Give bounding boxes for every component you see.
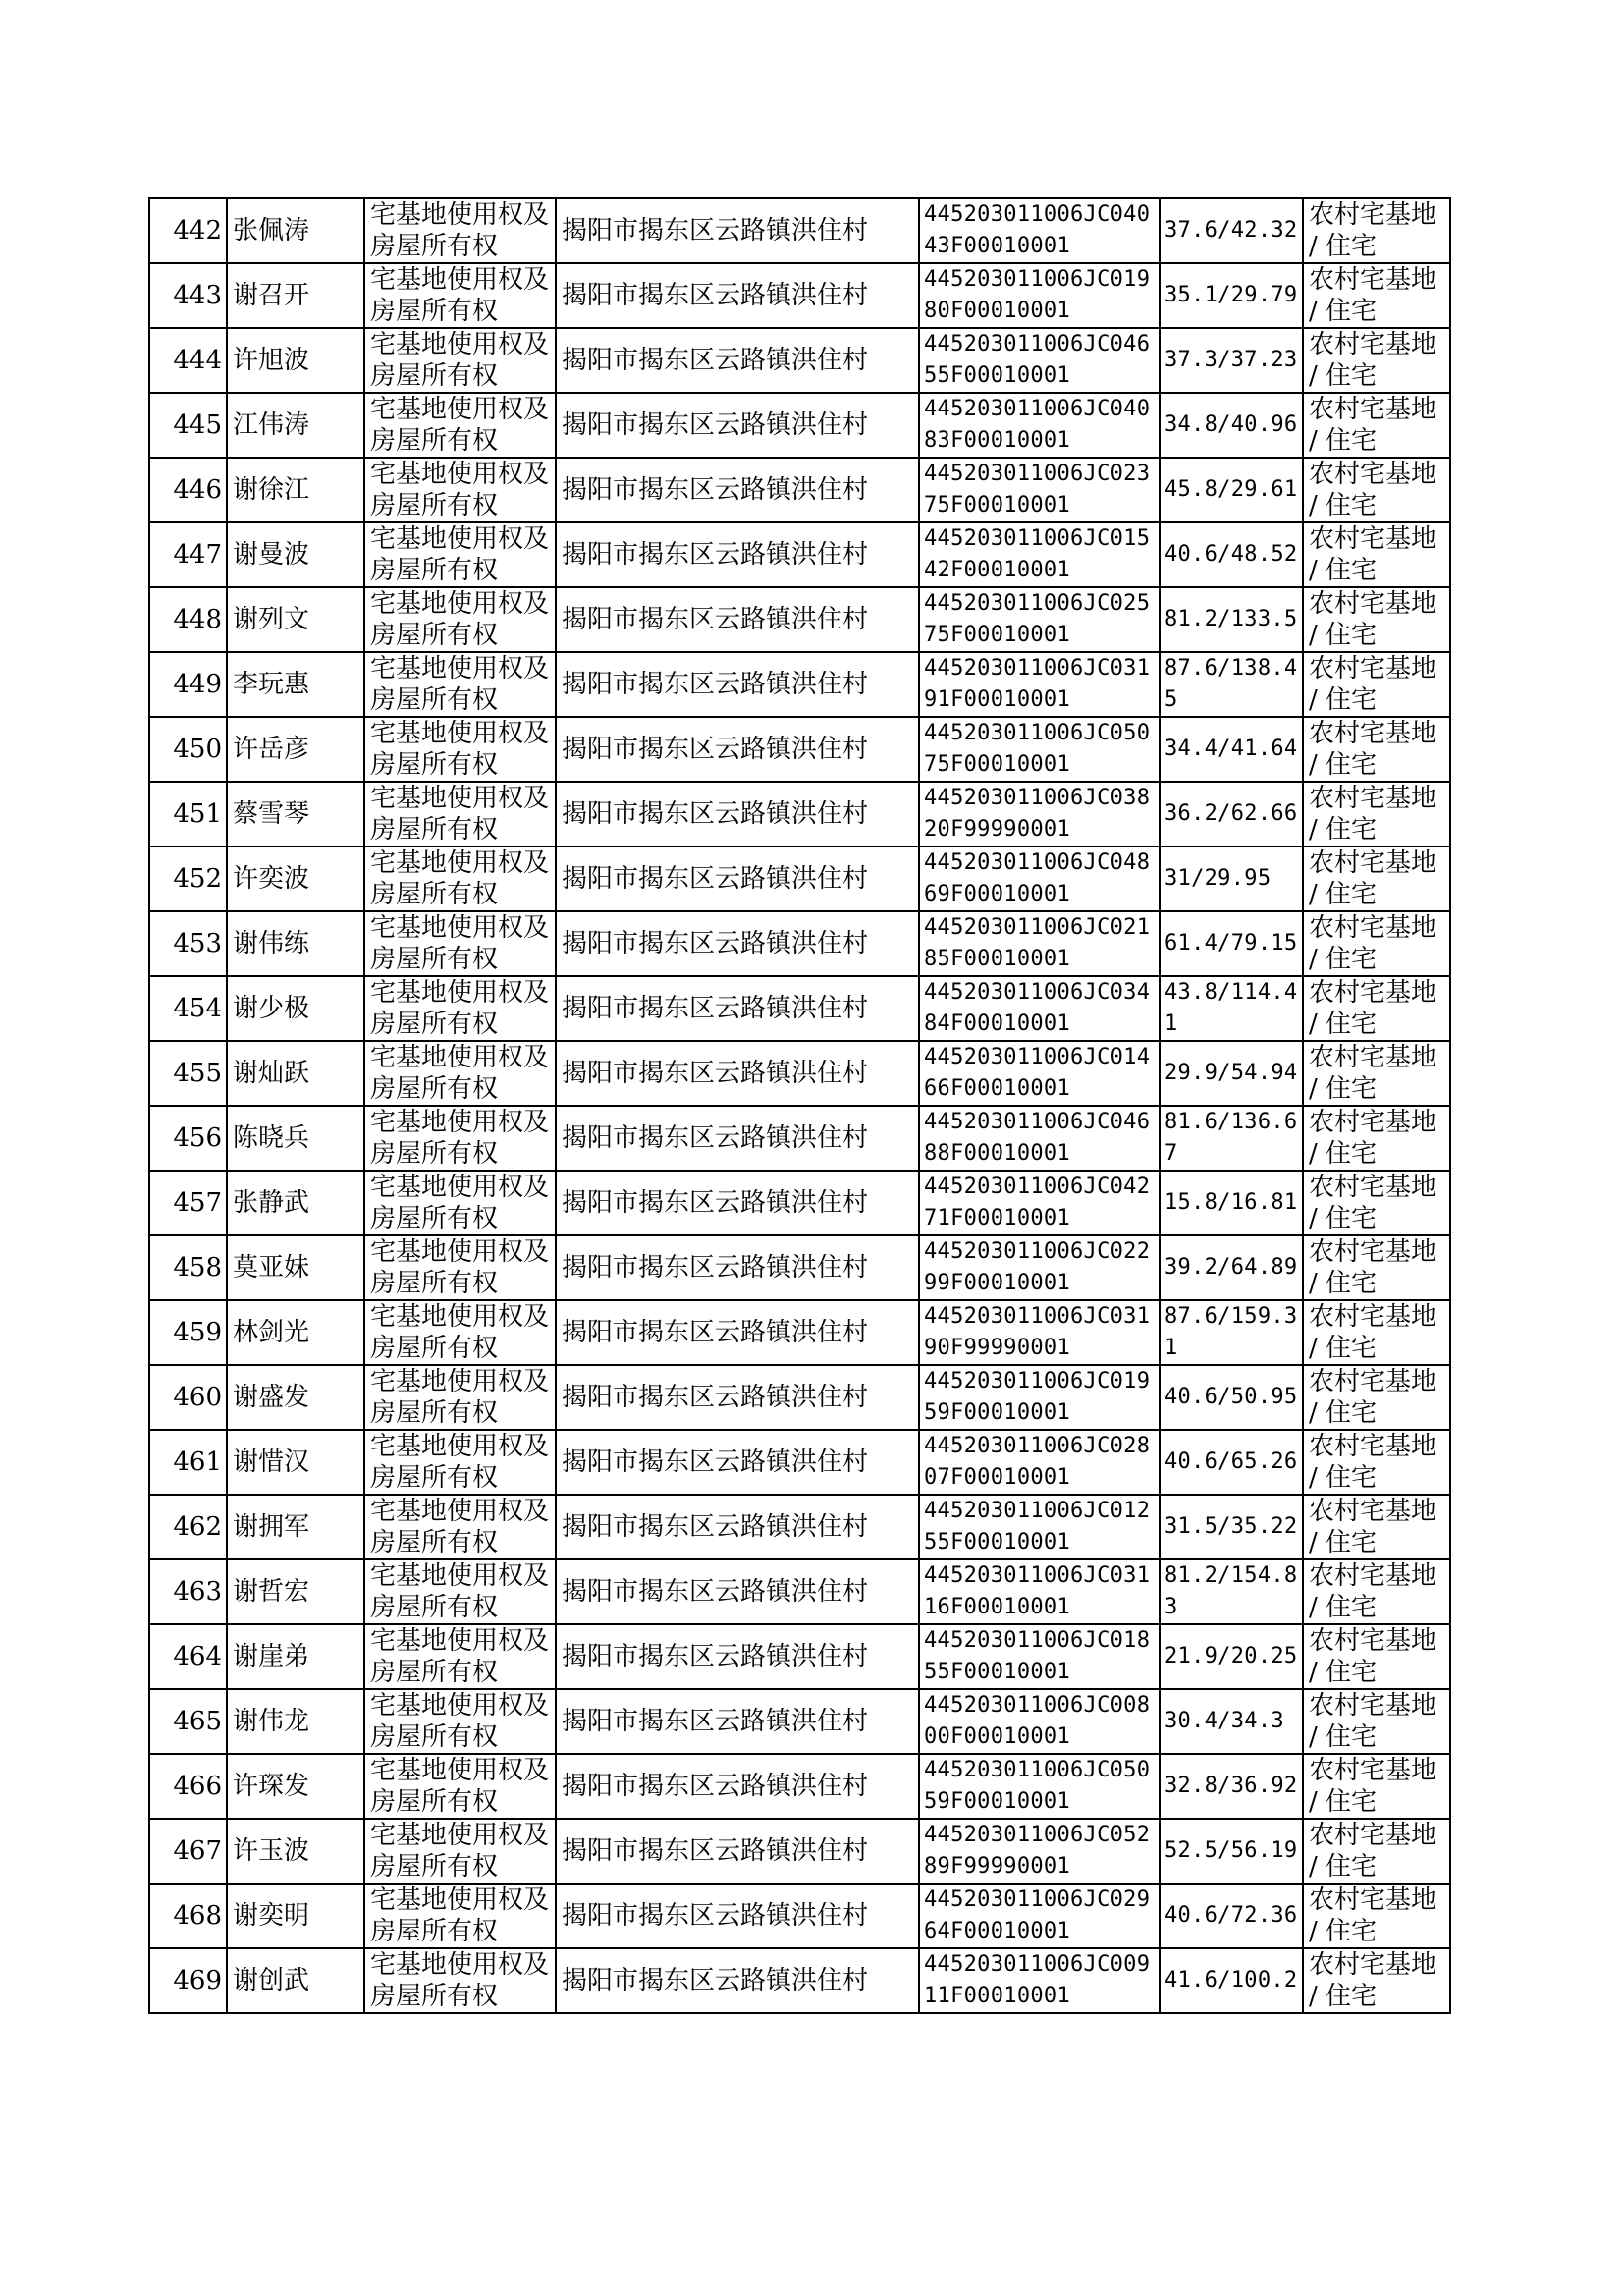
- land-use-cell: 农村宅基地 / 住宅: [1303, 911, 1450, 976]
- area-cell: 40.6/72.36: [1160, 1884, 1303, 1948]
- owner-name-cell: 谢伟龙: [227, 1689, 364, 1754]
- owner-name-cell: 许琛发: [227, 1754, 364, 1819]
- location-cell: 揭阳市揭东区云路镇洪住村: [556, 1235, 919, 1300]
- location-cell: 揭阳市揭东区云路镇洪住村: [556, 1300, 919, 1365]
- unit-code-cell: 445203011006JC03820F99990001: [919, 782, 1160, 847]
- land-use-cell: 农村宅基地 / 住宅: [1303, 1041, 1450, 1106]
- area-cell: 39.2/64.89: [1160, 1235, 1303, 1300]
- area-cell: 34.4/41.64: [1160, 717, 1303, 782]
- row-number-cell: 459: [149, 1300, 227, 1365]
- table-row: [149, 328, 1450, 393]
- row-number-cell: 464: [149, 1624, 227, 1689]
- land-use-cell: 农村宅基地 / 住宅: [1303, 717, 1450, 782]
- owner-name-cell: 谢惜汉: [227, 1430, 364, 1495]
- unit-code-cell: 445203011006JC03116F00010001: [919, 1559, 1160, 1624]
- right-type-cell: 宅基地使用权及房屋所有权: [364, 1235, 556, 1300]
- area-cell: 45.8/29.61: [1160, 458, 1303, 522]
- area-cell: 36.2/62.66: [1160, 782, 1303, 847]
- location-cell: 揭阳市揭东区云路镇洪住村: [556, 1041, 919, 1106]
- land-use-cell: 农村宅基地 / 住宅: [1303, 652, 1450, 717]
- right-type-cell: 宅基地使用权及房屋所有权: [364, 1754, 556, 1819]
- table-row: [149, 587, 1450, 652]
- table-row: [149, 1041, 1450, 1106]
- unit-code-cell: 445203011006JC01959F00010001: [919, 1365, 1160, 1430]
- right-type-cell: 宅基地使用权及房屋所有权: [364, 328, 556, 393]
- land-use-cell: 农村宅基地 / 住宅: [1303, 847, 1450, 911]
- land-use-cell: 农村宅基地 / 住宅: [1303, 1948, 1450, 2013]
- location-cell: 揭阳市揭东区云路镇洪住村: [556, 976, 919, 1041]
- area-cell: 35.1/29.79: [1160, 263, 1303, 328]
- right-type-cell: 宅基地使用权及房屋所有权: [364, 1624, 556, 1689]
- row-number-cell: 444: [149, 328, 227, 393]
- location-cell: 揭阳市揭东区云路镇洪住村: [556, 1171, 919, 1235]
- location-cell: 揭阳市揭东区云路镇洪住村: [556, 263, 919, 328]
- table-row: [149, 1884, 1450, 1948]
- unit-code-cell: 445203011006JC04869F00010001: [919, 847, 1160, 911]
- area-cell: 87.6/138.45: [1160, 652, 1303, 717]
- location-cell: 揭阳市揭东区云路镇洪住村: [556, 1754, 919, 1819]
- location-cell: 揭阳市揭东区云路镇洪住村: [556, 587, 919, 652]
- owner-name-cell: 谢盛发: [227, 1365, 364, 1430]
- owner-name-cell: 谢徐江: [227, 458, 364, 522]
- location-cell: 揭阳市揭东区云路镇洪住村: [556, 652, 919, 717]
- land-use-cell: 农村宅基地 / 住宅: [1303, 522, 1450, 587]
- row-number-cell: 469: [149, 1948, 227, 2013]
- right-type-cell: 宅基地使用权及房屋所有权: [364, 1884, 556, 1948]
- unit-code-cell: 445203011006JC05075F00010001: [919, 717, 1160, 782]
- table-row: [149, 847, 1450, 911]
- row-number-cell: 442: [149, 198, 227, 263]
- owner-name-cell: 蔡雪琴: [227, 782, 364, 847]
- right-type-cell: 宅基地使用权及房屋所有权: [364, 1819, 556, 1884]
- land-use-cell: 农村宅基地 / 住宅: [1303, 1624, 1450, 1689]
- table-row: [149, 1365, 1450, 1430]
- location-cell: 揭阳市揭东区云路镇洪住村: [556, 1559, 919, 1624]
- right-type-cell: 宅基地使用权及房屋所有权: [364, 1106, 556, 1171]
- unit-code-cell: 445203011006JC02185F00010001: [919, 911, 1160, 976]
- right-type-cell: 宅基地使用权及房屋所有权: [364, 1041, 556, 1106]
- unit-code-cell: 445203011006JC02375F00010001: [919, 458, 1160, 522]
- location-cell: 揭阳市揭东区云路镇洪住村: [556, 328, 919, 393]
- location-cell: 揭阳市揭东区云路镇洪住村: [556, 911, 919, 976]
- row-number-cell: 443: [149, 263, 227, 328]
- table-row: [149, 717, 1450, 782]
- owner-name-cell: 李玩惠: [227, 652, 364, 717]
- row-number-cell: 450: [149, 717, 227, 782]
- area-cell: 40.6/65.26: [1160, 1430, 1303, 1495]
- right-type-cell: 宅基地使用权及房屋所有权: [364, 1365, 556, 1430]
- land-use-cell: 农村宅基地 / 住宅: [1303, 976, 1450, 1041]
- unit-code-cell: 445203011006JC01980F00010001: [919, 263, 1160, 328]
- owner-name-cell: 谢崖弟: [227, 1624, 364, 1689]
- table-row: [149, 1106, 1450, 1171]
- location-cell: 揭阳市揭东区云路镇洪住村: [556, 393, 919, 458]
- land-use-cell: 农村宅基地 / 住宅: [1303, 1300, 1450, 1365]
- table-row: [149, 911, 1450, 976]
- row-number-cell: 448: [149, 587, 227, 652]
- land-use-cell: 农村宅基地 / 住宅: [1303, 458, 1450, 522]
- row-number-cell: 460: [149, 1365, 227, 1430]
- area-cell: 21.9/20.25: [1160, 1624, 1303, 1689]
- area-cell: 52.5/56.19: [1160, 1819, 1303, 1884]
- area-cell: 87.6/159.31: [1160, 1300, 1303, 1365]
- land-use-cell: 农村宅基地 / 住宅: [1303, 1495, 1450, 1559]
- table-row: [149, 458, 1450, 522]
- owner-name-cell: 张静武: [227, 1171, 364, 1235]
- land-use-cell: 农村宅基地 / 住宅: [1303, 1365, 1450, 1430]
- table-body: [149, 198, 1450, 2013]
- owner-name-cell: 谢曼波: [227, 522, 364, 587]
- land-use-cell: 农村宅基地 / 住宅: [1303, 1819, 1450, 1884]
- area-cell: 40.6/48.52: [1160, 522, 1303, 587]
- table-row: [149, 1559, 1450, 1624]
- row-number-cell: 468: [149, 1884, 227, 1948]
- table-row: [149, 782, 1450, 847]
- location-cell: 揭阳市揭东区云路镇洪住村: [556, 847, 919, 911]
- table-row: [149, 1235, 1450, 1300]
- land-use-cell: 农村宅基地 / 住宅: [1303, 1106, 1450, 1171]
- registration-table: [148, 197, 1451, 2014]
- area-cell: 30.4/34.3: [1160, 1689, 1303, 1754]
- right-type-cell: 宅基地使用权及房屋所有权: [364, 458, 556, 522]
- row-number-cell: 466: [149, 1754, 227, 1819]
- unit-code-cell: 445203011006JC03484F00010001: [919, 976, 1160, 1041]
- owner-name-cell: 江伟涛: [227, 393, 364, 458]
- location-cell: 揭阳市揭东区云路镇洪住村: [556, 717, 919, 782]
- right-type-cell: 宅基地使用权及房屋所有权: [364, 976, 556, 1041]
- area-cell: 29.9/54.94: [1160, 1041, 1303, 1106]
- table-row: [149, 976, 1450, 1041]
- table-row: [149, 1430, 1450, 1495]
- land-use-cell: 农村宅基地 / 住宅: [1303, 1235, 1450, 1300]
- unit-code-cell: 445203011006JC03191F00010001: [919, 652, 1160, 717]
- owner-name-cell: 许玉波: [227, 1819, 364, 1884]
- land-use-cell: 农村宅基地 / 住宅: [1303, 1559, 1450, 1624]
- land-use-cell: 农村宅基地 / 住宅: [1303, 1689, 1450, 1754]
- area-cell: 43.8/114.41: [1160, 976, 1303, 1041]
- row-number-cell: 447: [149, 522, 227, 587]
- table-row: [149, 393, 1450, 458]
- owner-name-cell: 谢列文: [227, 587, 364, 652]
- land-use-cell: 农村宅基地 / 住宅: [1303, 1430, 1450, 1495]
- owner-name-cell: 许岳彦: [227, 717, 364, 782]
- area-cell: 32.8/36.92: [1160, 1754, 1303, 1819]
- right-type-cell: 宅基地使用权及房屋所有权: [364, 782, 556, 847]
- right-type-cell: 宅基地使用权及房屋所有权: [364, 847, 556, 911]
- table-row: [149, 1624, 1450, 1689]
- location-cell: 揭阳市揭东区云路镇洪住村: [556, 1884, 919, 1948]
- land-use-cell: 农村宅基地 / 住宅: [1303, 1754, 1450, 1819]
- unit-code-cell: 445203011006JC02575F00010001: [919, 587, 1160, 652]
- unit-code-cell: 445203011006JC04688F00010001: [919, 1106, 1160, 1171]
- table-row: [149, 1171, 1450, 1235]
- owner-name-cell: 林剑光: [227, 1300, 364, 1365]
- area-cell: 31/29.95: [1160, 847, 1303, 911]
- unit-code-cell: 445203011006JC04083F00010001: [919, 393, 1160, 458]
- area-cell: 81.6/136.67: [1160, 1106, 1303, 1171]
- location-cell: 揭阳市揭东区云路镇洪住村: [556, 198, 919, 263]
- owner-name-cell: 许旭波: [227, 328, 364, 393]
- row-number-cell: 454: [149, 976, 227, 1041]
- land-use-cell: 农村宅基地 / 住宅: [1303, 263, 1450, 328]
- row-number-cell: 457: [149, 1171, 227, 1235]
- table-row: [149, 522, 1450, 587]
- area-cell: 81.2/133.5: [1160, 587, 1303, 652]
- row-number-cell: 449: [149, 652, 227, 717]
- location-cell: 揭阳市揭东区云路镇洪住村: [556, 1106, 919, 1171]
- right-type-cell: 宅基地使用权及房屋所有权: [364, 198, 556, 263]
- area-cell: 41.6/100.2: [1160, 1948, 1303, 2013]
- location-cell: 揭阳市揭东区云路镇洪住村: [556, 458, 919, 522]
- table-row: [149, 1754, 1450, 1819]
- row-number-cell: 452: [149, 847, 227, 911]
- land-use-cell: 农村宅基地 / 住宅: [1303, 1171, 1450, 1235]
- owner-name-cell: 谢创武: [227, 1948, 364, 2013]
- owner-name-cell: 谢哲宏: [227, 1559, 364, 1624]
- owner-name-cell: 陈晓兵: [227, 1106, 364, 1171]
- land-use-cell: 农村宅基地 / 住宅: [1303, 1884, 1450, 1948]
- owner-name-cell: 许奕波: [227, 847, 364, 911]
- row-number-cell: 467: [149, 1819, 227, 1884]
- table-row: [149, 1819, 1450, 1884]
- unit-code-cell: 445203011006JC04655F00010001: [919, 328, 1160, 393]
- right-type-cell: 宅基地使用权及房屋所有权: [364, 1559, 556, 1624]
- unit-code-cell: 445203011006JC01855F00010001: [919, 1624, 1160, 1689]
- owner-name-cell: 谢少极: [227, 976, 364, 1041]
- location-cell: 揭阳市揭东区云路镇洪住村: [556, 1948, 919, 2013]
- row-number-cell: 451: [149, 782, 227, 847]
- location-cell: 揭阳市揭东区云路镇洪住村: [556, 522, 919, 587]
- land-use-cell: 农村宅基地 / 住宅: [1303, 328, 1450, 393]
- row-number-cell: 462: [149, 1495, 227, 1559]
- unit-code-cell: 445203011006JC02807F00010001: [919, 1430, 1160, 1495]
- unit-code-cell: 445203011006JC04043F00010001: [919, 198, 1160, 263]
- land-use-cell: 农村宅基地 / 住宅: [1303, 587, 1450, 652]
- right-type-cell: 宅基地使用权及房屋所有权: [364, 717, 556, 782]
- unit-code-cell: 445203011006JC05289F99990001: [919, 1819, 1160, 1884]
- unit-code-cell: 445203011006JC00911F00010001: [919, 1948, 1160, 2013]
- table-row: [149, 1689, 1450, 1754]
- area-cell: 81.2/154.83: [1160, 1559, 1303, 1624]
- right-type-cell: 宅基地使用权及房屋所有权: [364, 1300, 556, 1365]
- area-cell: 31.5/35.22: [1160, 1495, 1303, 1559]
- owner-name-cell: 谢拥军: [227, 1495, 364, 1559]
- right-type-cell: 宅基地使用权及房屋所有权: [364, 522, 556, 587]
- land-use-cell: 农村宅基地 / 住宅: [1303, 782, 1450, 847]
- area-cell: 15.8/16.81: [1160, 1171, 1303, 1235]
- area-cell: 37.6/42.32: [1160, 198, 1303, 263]
- owner-name-cell: 莫亚妹: [227, 1235, 364, 1300]
- unit-code-cell: 445203011006JC02964F00010001: [919, 1884, 1160, 1948]
- right-type-cell: 宅基地使用权及房屋所有权: [364, 1171, 556, 1235]
- location-cell: 揭阳市揭东区云路镇洪住村: [556, 1819, 919, 1884]
- location-cell: 揭阳市揭东区云路镇洪住村: [556, 1365, 919, 1430]
- right-type-cell: 宅基地使用权及房屋所有权: [364, 263, 556, 328]
- table-row: [149, 198, 1450, 263]
- table-row: [149, 1495, 1450, 1559]
- land-use-cell: 农村宅基地 / 住宅: [1303, 393, 1450, 458]
- area-cell: 61.4/79.15: [1160, 911, 1303, 976]
- table-row: [149, 1948, 1450, 2013]
- right-type-cell: 宅基地使用权及房屋所有权: [364, 652, 556, 717]
- unit-code-cell: 445203011006JC01542F00010001: [919, 522, 1160, 587]
- location-cell: 揭阳市揭东区云路镇洪住村: [556, 1430, 919, 1495]
- row-number-cell: 453: [149, 911, 227, 976]
- unit-code-cell: 445203011006JC00800F00010001: [919, 1689, 1160, 1754]
- unit-code-cell: 445203011006JC02299F00010001: [919, 1235, 1160, 1300]
- location-cell: 揭阳市揭东区云路镇洪住村: [556, 1624, 919, 1689]
- row-number-cell: 446: [149, 458, 227, 522]
- row-number-cell: 463: [149, 1559, 227, 1624]
- unit-code-cell: 445203011006JC01466F00010001: [919, 1041, 1160, 1106]
- right-type-cell: 宅基地使用权及房屋所有权: [364, 1948, 556, 2013]
- right-type-cell: 宅基地使用权及房屋所有权: [364, 911, 556, 976]
- unit-code-cell: 445203011006JC01255F00010001: [919, 1495, 1160, 1559]
- row-number-cell: 445: [149, 393, 227, 458]
- right-type-cell: 宅基地使用权及房屋所有权: [364, 1430, 556, 1495]
- unit-code-cell: 445203011006JC03190F99990001: [919, 1300, 1160, 1365]
- table-row: [149, 263, 1450, 328]
- row-number-cell: 455: [149, 1041, 227, 1106]
- table-row: [149, 652, 1450, 717]
- area-cell: 40.6/50.95: [1160, 1365, 1303, 1430]
- owner-name-cell: 谢奕明: [227, 1884, 364, 1948]
- owner-name-cell: 张佩涛: [227, 198, 364, 263]
- right-type-cell: 宅基地使用权及房屋所有权: [364, 393, 556, 458]
- unit-code-cell: 445203011006JC04271F00010001: [919, 1171, 1160, 1235]
- land-use-cell: 农村宅基地 / 住宅: [1303, 198, 1450, 263]
- location-cell: 揭阳市揭东区云路镇洪住村: [556, 1495, 919, 1559]
- area-cell: 37.3/37.23: [1160, 328, 1303, 393]
- right-type-cell: 宅基地使用权及房屋所有权: [364, 1495, 556, 1559]
- row-number-cell: 458: [149, 1235, 227, 1300]
- location-cell: 揭阳市揭东区云路镇洪住村: [556, 1689, 919, 1754]
- location-cell: 揭阳市揭东区云路镇洪住村: [556, 782, 919, 847]
- row-number-cell: 465: [149, 1689, 227, 1754]
- table-row: [149, 1300, 1450, 1365]
- owner-name-cell: 谢灿跃: [227, 1041, 364, 1106]
- right-type-cell: 宅基地使用权及房屋所有权: [364, 587, 556, 652]
- owner-name-cell: 谢召开: [227, 263, 364, 328]
- right-type-cell: 宅基地使用权及房屋所有权: [364, 1689, 556, 1754]
- row-number-cell: 461: [149, 1430, 227, 1495]
- area-cell: 34.8/40.96: [1160, 393, 1303, 458]
- row-number-cell: 456: [149, 1106, 227, 1171]
- unit-code-cell: 445203011006JC05059F00010001: [919, 1754, 1160, 1819]
- owner-name-cell: 谢伟练: [227, 911, 364, 976]
